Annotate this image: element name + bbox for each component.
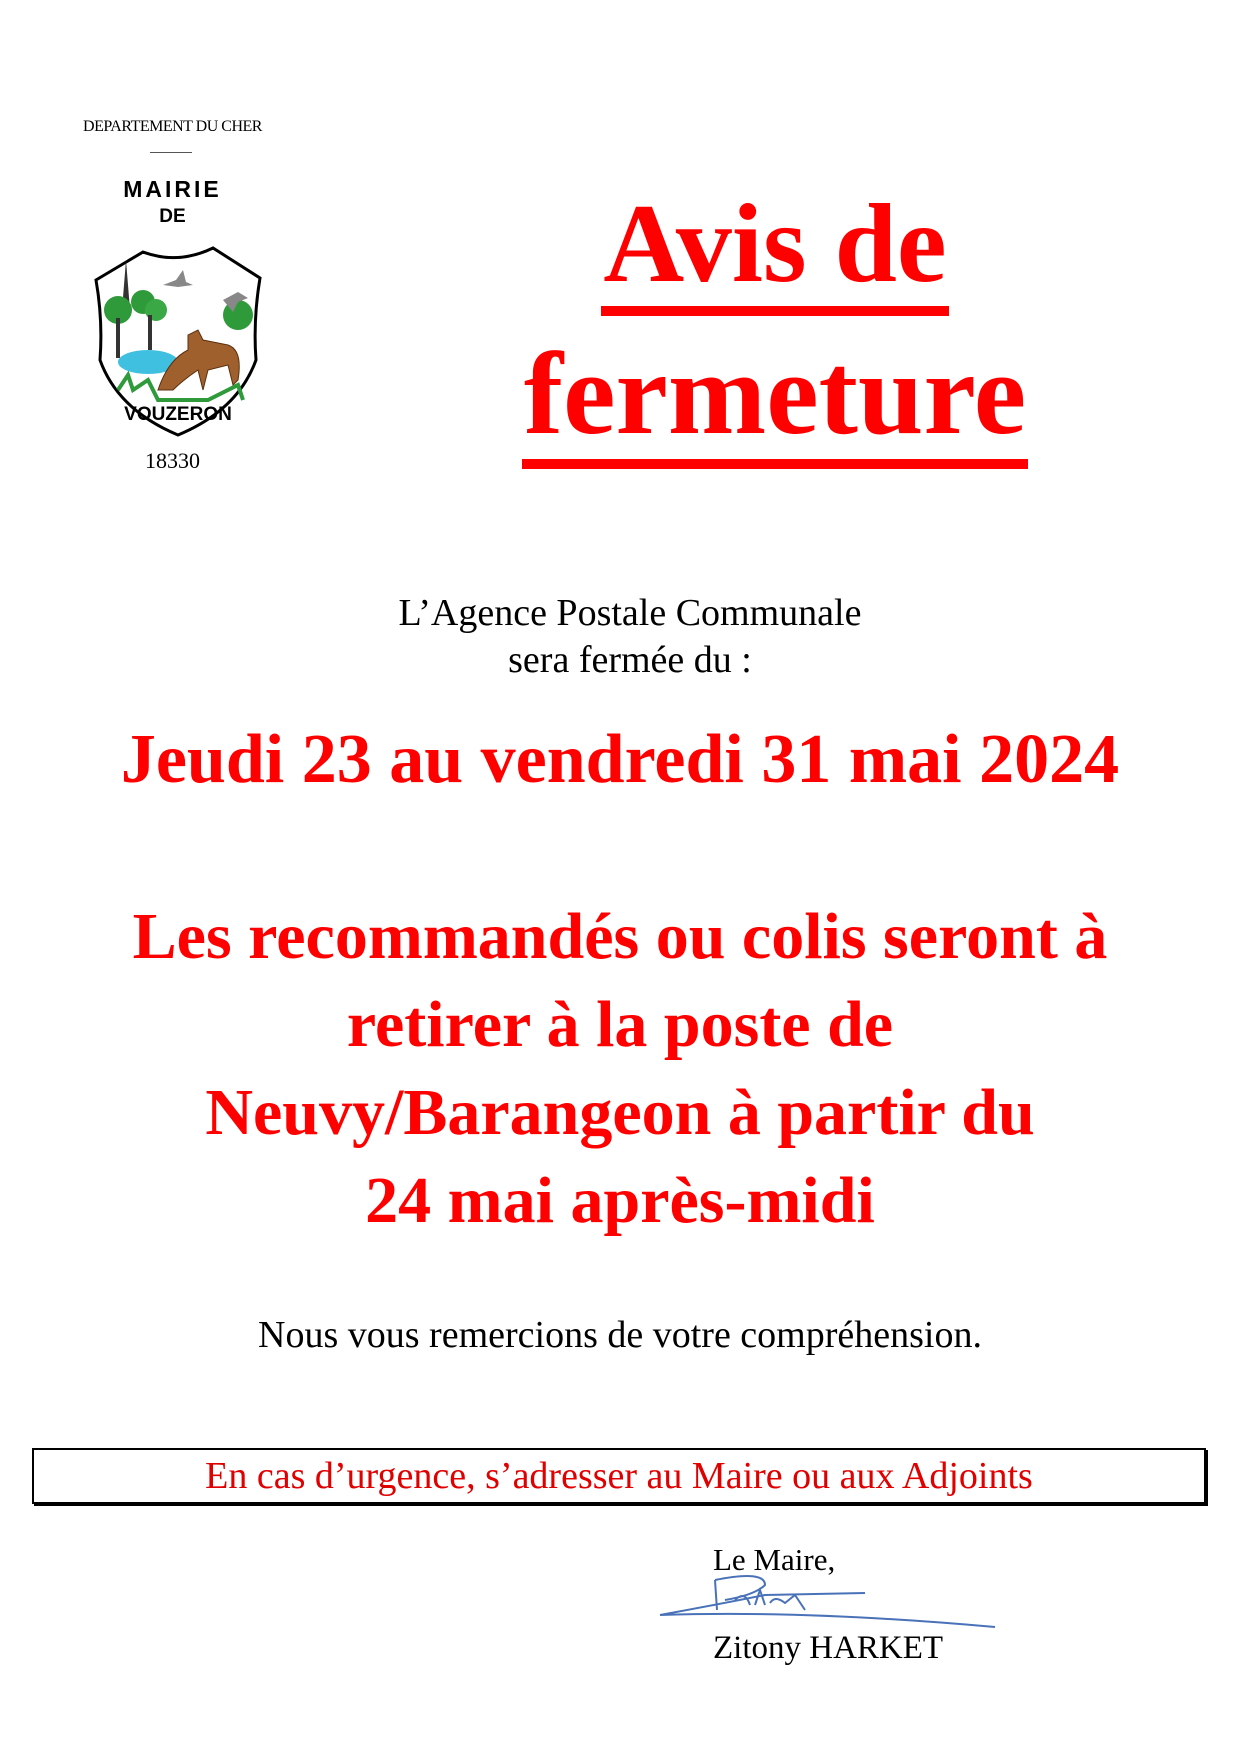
title-line-2-text: fermeture bbox=[522, 328, 1028, 469]
closure-dates: Jeudi 23 au vendredi 31 mai 2024 bbox=[120, 721, 1120, 798]
de-label: DE bbox=[159, 206, 186, 227]
parcel-info-line-3: Neuvy/Barangeon à partir du bbox=[205, 1076, 1035, 1149]
intro bbox=[0, 590, 1240, 684]
parcel-info-line-2: retirer à la poste de bbox=[346, 988, 894, 1061]
title-line-1-text: Avis de bbox=[601, 182, 948, 316]
divider bbox=[150, 152, 192, 153]
urgent-contact-box: En cas d’urgence, s’adresser au Maire ou aux Adjoints bbox=[32, 1448, 1206, 1504]
intro-line-2: sera fermée du : bbox=[508, 639, 752, 681]
mairie-label: MAIRIE bbox=[123, 176, 222, 202]
thanks-text: Nous vous remercions de votre compréhension. bbox=[258, 1314, 982, 1356]
parcel-info-line-1: Les recommandés ou colis seront à bbox=[132, 900, 1108, 973]
vouzeron-crest-logo bbox=[88, 240, 268, 440]
intro-line-1: L’Agence Postale Communale bbox=[398, 592, 862, 634]
parcel-info-line-4: 24 mai après-midi bbox=[365, 1164, 875, 1237]
department-label: DEPARTEMENT DU CHER bbox=[83, 118, 262, 135]
mayor-name: Zitony HARKET bbox=[713, 1630, 944, 1666]
postal-code: 18330 bbox=[145, 448, 200, 473]
title-line-2 bbox=[440, 328, 1110, 459]
title-line-1 bbox=[440, 182, 1110, 306]
signature-role: Le Maire, bbox=[713, 1542, 836, 1577]
parcel-info bbox=[0, 893, 1240, 1245]
crest-text: VOUZERON bbox=[124, 404, 232, 425]
